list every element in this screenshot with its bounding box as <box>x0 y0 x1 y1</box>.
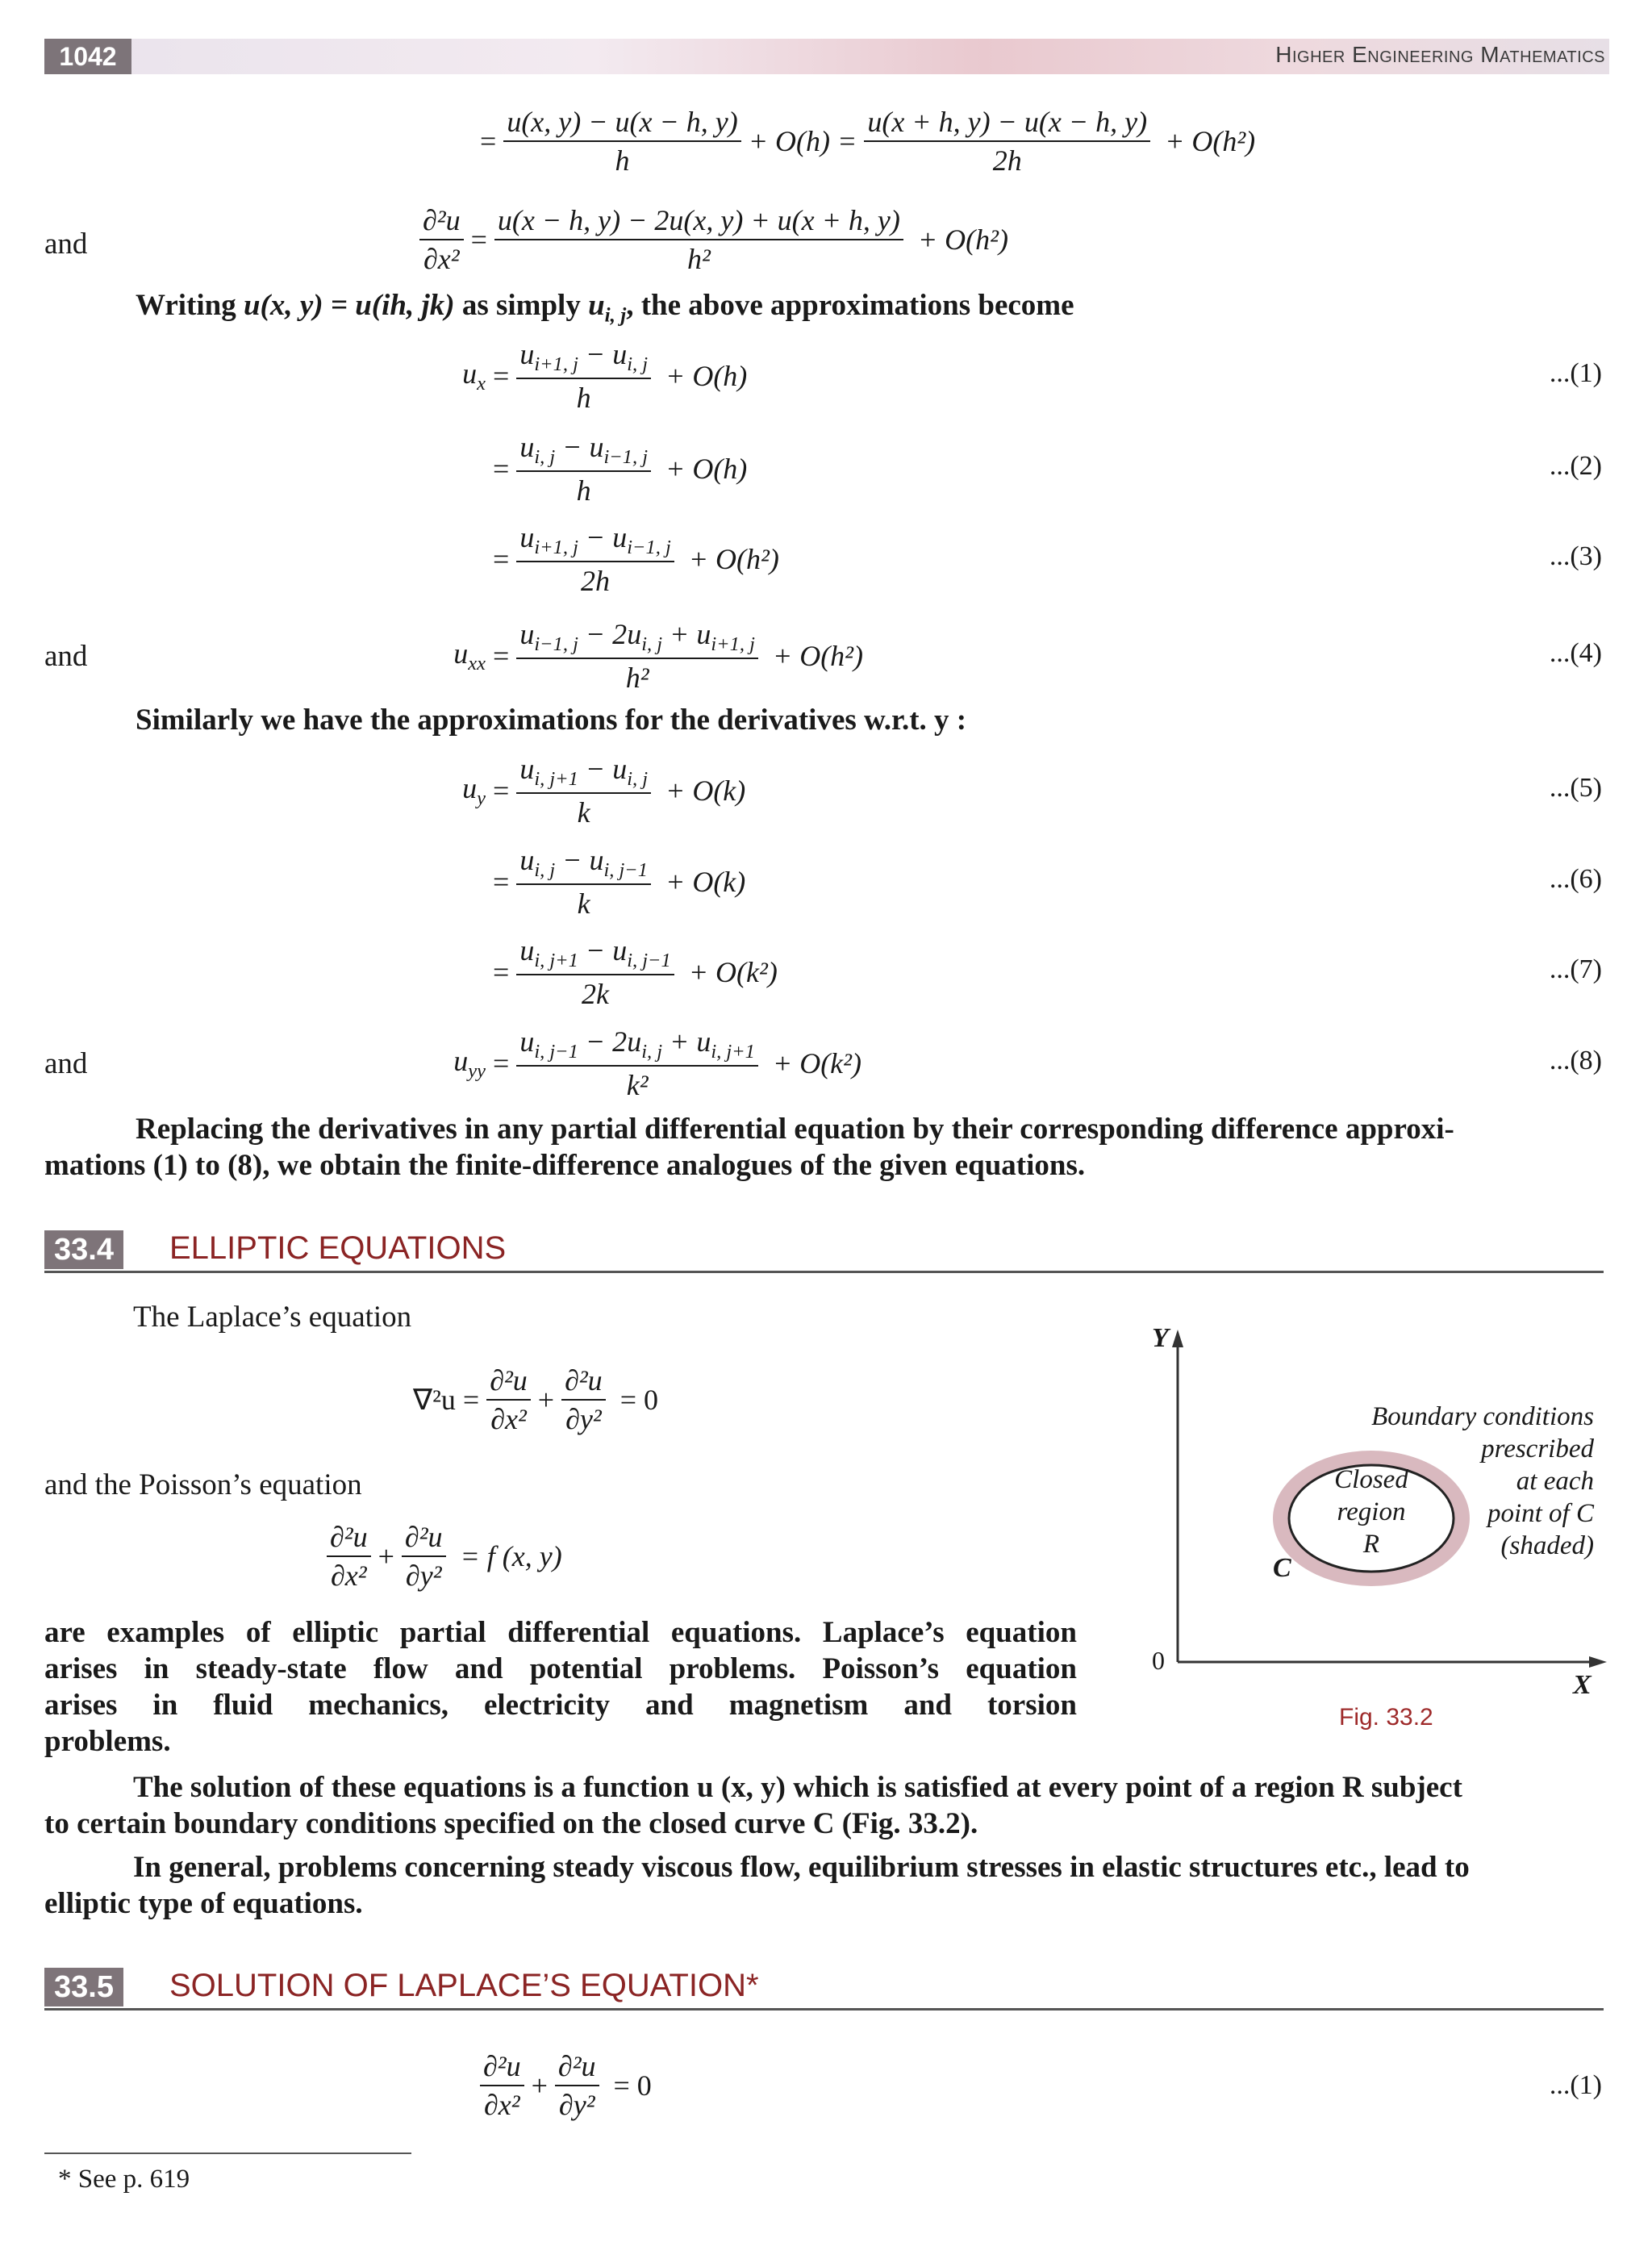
y-derivative-equation-row: $u_{yy}$ = $\frac{u_{i, j-1} - 2u_{i, j} + u_{i, j+1}}{\text{k²}}$ + O(k²) <box>428 1025 861 1102</box>
difference-fraction: $\frac{u_{i, j+1} - u_{i, j}}{k}$ <box>516 752 651 829</box>
difference-fraction: $\frac{u_{i, j+1} - u_{i, j-1}}{2k}$ <box>516 933 674 1011</box>
replacing-para-line-2: mations (1) to (8), we obtain the finite-difference analogues of the given equations. <box>44 1149 1086 1182</box>
equation-lhs: $u_{yy}$ <box>453 1045 486 1083</box>
x-derivative-equation-row: $u_x$ = $\frac{u_{i+1, j} - u_{i, j}}{h}$ + O(h) <box>428 337 747 415</box>
similarly-line: Similarly we have the approximations for the derivatives w.r.t. y : <box>136 704 967 737</box>
equation-second-derivative-x: $\frac{\text{∂²u}}{\text{∂x²}}$ = $\frac{u(x - h, y) - 2u(x, y) + u(x + h, y)}{\text{h²}}$ + O(h²) <box>419 203 1008 276</box>
replacing-para-line-1: Replacing the derivatives in any partial differential equation by their corresponding difference approxi- <box>136 1113 1454 1146</box>
writing-line: Writing u(x, y) = u(ih, jk) as simply $u_{i, j}$, the above approximations become <box>136 289 1074 327</box>
solution-para-line-2: to certain boundary conditions specified on the closed curve C (Fig. 33.2). <box>44 1807 978 1840</box>
x-derivative-equation-row: = $\frac{u_{i+1, j} - u_{i-1, j}}{2h}$ + O(h²) <box>486 521 779 598</box>
order-term: + O(h) <box>651 360 748 393</box>
y-derivative-equation-row: $u_y$ = $\frac{u_{i, j+1} - u_{i, j}}{k}$ + O(k) <box>428 752 745 829</box>
x-derivative-equation-row: = $\frac{u_{i, j} - u_{i-1, j}}{h}$ + O(h) <box>486 431 748 507</box>
section-title-33-5: SOLUTION OF LAPLACE’S EQUATION* <box>169 1968 759 2003</box>
footnote: * See p. 619 <box>58 2165 190 2194</box>
poisson-intro: and the Poisson’s equation <box>44 1468 362 1501</box>
difference-fraction: $\frac{u_{i+1, j} - u_{i-1, j}}{2h}$ <box>516 520 674 598</box>
equation-number: ...(8) <box>1549 1046 1602 1075</box>
solution-para-line-1: The solution of these equations is a function u (x, y) which is satisfied at every point of a region R subject <box>133 1771 1462 1804</box>
difference-fraction: $\frac{u_{i, j-1} - 2u_{i, j} + u_{i, j+1}}{\text{k²}}$ <box>516 1025 758 1102</box>
equation-number: ...(1) <box>1549 358 1602 388</box>
order-term: + O(k²) <box>674 956 778 989</box>
fig-caption: Fig. 33.2 <box>1339 1704 1433 1731</box>
elliptic-para-line-1: are examples of elliptic partial differential equations. Laplace’s equation <box>44 1616 1077 1649</box>
equation-lhs: $u_x$ <box>462 357 486 395</box>
order-term: + O(k) <box>651 775 746 808</box>
fig-curve-c-label: C <box>1273 1553 1291 1583</box>
difference-fraction: $\frac{u_{i, j} - u_{i, j-1}}{k}$ <box>516 843 651 921</box>
fig-x-label: X <box>1573 1670 1592 1700</box>
section-rule-33-4 <box>44 1271 1604 1273</box>
y-derivative-equation-row: = $\frac{u_{i, j+1} - u_{i, j-1}}{2k}$ + O(k²) <box>486 934 778 1011</box>
x-derivative-equation-row: $u_{xx}$ = $\frac{u_{i-1, j} - 2u_{i, j} + u_{i+1, j}}{\text{h²}}$ + O(h²) <box>428 617 863 695</box>
fig-origin-label: 0 <box>1152 1646 1165 1675</box>
order-term: + O(h²) <box>674 543 779 576</box>
section-number-33-5: 33.5 <box>44 1968 123 2006</box>
section-rule-33-5 <box>44 2008 1604 2011</box>
laplace-equation: ∇²u = $\frac{\text{∂²u}}{\text{∂x²}}$ + $\frac{\text{∂²u}}{\text{∂y²}}$ = 0 <box>413 1364 658 1435</box>
y-axis-arrow-icon <box>1172 1330 1183 1347</box>
section-title-33-4: ELLIPTIC EQUATIONS <box>169 1230 507 1266</box>
label-and: and <box>44 228 88 261</box>
difference-fraction: $\frac{u_{i, j} - u_{i-1, j}}{h}$ <box>516 430 651 507</box>
order-term: + O(h²) <box>757 640 863 673</box>
order-term: + O(h) <box>651 453 748 486</box>
equation-lhs: $u_{xx}$ <box>453 637 486 675</box>
x-axis-arrow-icon <box>1589 1656 1607 1668</box>
running-title: Higher Engineering Mathematics <box>1275 42 1605 67</box>
equation-number: ...(5) <box>1549 773 1602 803</box>
footnote-rule <box>44 2153 411 2154</box>
equation-number: ...(3) <box>1549 541 1602 571</box>
page-number: 1042 <box>44 39 131 74</box>
section-number-33-4: 33.4 <box>44 1230 123 1269</box>
difference-fraction: $\frac{u_{i+1, j} - u_{i, j}}{h}$ <box>516 337 651 415</box>
general-para-line-1: In general, problems concerning steady viscous flow, equilibrium stresses in elastic structures etc., lead to <box>133 1851 1470 1884</box>
y-derivative-equation-row: = $\frac{u_{i, j} - u_{i, j-1}}{k}$ + O(k) <box>486 844 746 921</box>
difference-fraction: $\frac{u_{i-1, j} - 2u_{i, j} + u_{i+1, j}}{\text{h²}}$ <box>516 617 758 695</box>
label-and: and <box>44 640 88 673</box>
order-term: + O(k) <box>651 866 746 899</box>
elliptic-para-line-4: problems. <box>44 1725 171 1758</box>
equation-number: ...(4) <box>1549 638 1602 668</box>
poisson-equation: $\frac{\text{∂²u}}{\text{∂x²}}$ + $\frac{\text{∂²u}}{\text{∂y²}}$ = f (x, y) <box>327 1520 562 1593</box>
equation-lhs: $u_y$ <box>462 772 486 810</box>
laplace-equation-final: $\frac{\text{∂²u}}{\text{∂x²}}$ + $\frac{\text{∂²u}}{\text{∂y²}}$ = 0 <box>480 2049 652 2122</box>
equation-central-difference: = $\frac{u(x, y) - u(x - h, y)}{h}$ + O(h) = $\frac{u(x + h, y) - u(x - h, y)}{2h}$ + O(h²) <box>480 106 1256 177</box>
general-para-line-2: elliptic type of equations. <box>44 1887 363 1920</box>
fig-region-text: Closed region R <box>1334 1465 1408 1559</box>
elliptic-para-line-2: arises in steady-state flow and potential problems. Poisson’s equation <box>44 1652 1077 1685</box>
fig-boundary-text: Boundary conditions prescribed at each point of C (shaded) <box>1371 1402 1594 1560</box>
elliptic-para-line-3: arises in fluid mechanics, electricity and magnetism and torsion <box>44 1689 1077 1722</box>
fig-y-label: Y <box>1152 1323 1169 1353</box>
label-and: and <box>44 1047 88 1080</box>
equation-number: ...(2) <box>1549 451 1602 481</box>
equation-number-final: ...(1) <box>1549 2070 1602 2100</box>
equation-number: ...(7) <box>1549 954 1602 984</box>
equation-number: ...(6) <box>1549 864 1602 894</box>
laplace-intro: The Laplace’s equation <box>133 1301 412 1334</box>
order-term: + O(k²) <box>757 1047 861 1080</box>
